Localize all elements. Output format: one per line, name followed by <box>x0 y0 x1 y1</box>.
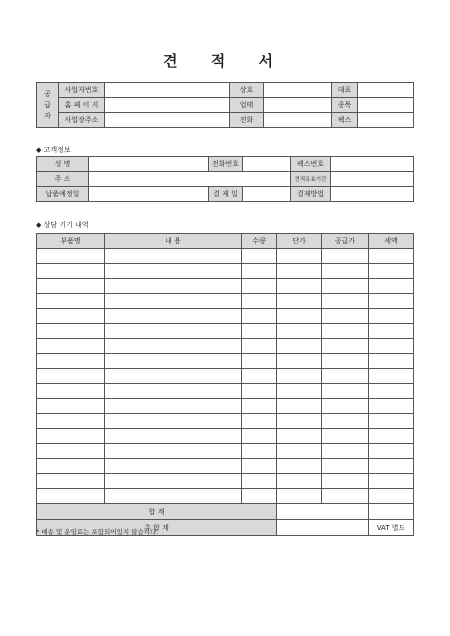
quantity-cell[interactable] <box>242 414 277 429</box>
header-unit-price: 단가 <box>277 234 322 249</box>
part-name-cell[interactable] <box>37 384 105 399</box>
unit-price-cell[interactable] <box>277 339 322 354</box>
quantity-cell[interactable] <box>242 459 277 474</box>
description-cell[interactable] <box>105 489 242 504</box>
business-number-field[interactable] <box>105 83 230 98</box>
business-number-label: 사업자번호 <box>59 83 105 98</box>
supply-price-cell[interactable] <box>322 354 369 369</box>
part-name-cell[interactable] <box>37 279 105 294</box>
total-value[interactable] <box>277 520 369 536</box>
table-row <box>37 249 414 264</box>
customer-name-label: 성 명 <box>37 157 89 172</box>
tax-cell[interactable] <box>369 264 414 279</box>
quantity-cell[interactable] <box>242 384 277 399</box>
description-cell[interactable] <box>105 474 242 489</box>
document-title: 견 적 서 <box>163 52 287 70</box>
table-row <box>37 429 414 444</box>
quantity-cell[interactable] <box>242 279 277 294</box>
part-name-cell[interactable] <box>37 264 105 279</box>
quantity-cell[interactable] <box>242 444 277 459</box>
delivery-date-field[interactable] <box>89 187 209 202</box>
quantity-cell[interactable] <box>242 429 277 444</box>
supply-price-cell[interactable] <box>322 384 369 399</box>
shipping-note: * 배송 및 운임료는 포함되어있지 않습니다. <box>36 528 159 536</box>
description-cell[interactable] <box>105 264 242 279</box>
table-row <box>37 444 414 459</box>
customer-phone-field[interactable] <box>243 157 291 172</box>
table-row <box>37 489 414 504</box>
validity-field[interactable] <box>331 172 414 187</box>
supply-price-cell[interactable] <box>322 339 369 354</box>
part-name-cell[interactable] <box>37 354 105 369</box>
phone-field[interactable] <box>264 113 332 128</box>
table-row <box>37 354 414 369</box>
quantity-cell[interactable] <box>242 249 277 264</box>
items-table <box>36 233 414 536</box>
unit-price-cell[interactable] <box>277 414 322 429</box>
table-row <box>37 369 414 384</box>
description-cell[interactable] <box>105 354 242 369</box>
customer-fax-label: 팩스번호 <box>291 157 331 172</box>
supply-price-cell[interactable] <box>322 369 369 384</box>
header-supply-price: 공급가 <box>322 234 369 249</box>
supply-price-cell[interactable] <box>322 264 369 279</box>
homepage-label: 홈 페 이 지 <box>59 98 105 113</box>
business-item-field[interactable] <box>358 98 414 113</box>
fax-label: 팩스 <box>332 113 358 128</box>
unit-price-cell[interactable] <box>277 444 322 459</box>
unit-price-cell[interactable] <box>277 264 322 279</box>
table-row <box>37 264 414 279</box>
table-row <box>37 309 414 324</box>
payment-date-label: 결 제 일 <box>209 187 243 202</box>
representative-field[interactable] <box>358 83 414 98</box>
supply-price-cell[interactable] <box>322 489 369 504</box>
supply-price-cell[interactable] <box>322 309 369 324</box>
supply-price-cell[interactable] <box>322 414 369 429</box>
unit-price-cell[interactable] <box>277 459 322 474</box>
table-row <box>37 399 414 414</box>
unit-price-cell[interactable] <box>277 429 322 444</box>
description-cell[interactable] <box>105 249 242 264</box>
supply-price-cell[interactable] <box>322 459 369 474</box>
table-row <box>37 474 414 489</box>
representative-label: 대표 <box>332 83 358 98</box>
description-cell[interactable] <box>105 444 242 459</box>
supplier-side-label: 공 급 자 <box>37 83 59 128</box>
tax-cell[interactable] <box>369 279 414 294</box>
unit-price-cell[interactable] <box>277 309 322 324</box>
header-tax: 세액 <box>369 234 414 249</box>
description-cell[interactable] <box>105 324 242 339</box>
subtotal-label: 합 계 <box>37 504 277 520</box>
quantity-cell[interactable] <box>242 324 277 339</box>
tax-cell[interactable] <box>369 309 414 324</box>
description-cell[interactable] <box>105 294 242 309</box>
fax-field[interactable] <box>358 113 414 128</box>
part-name-cell[interactable] <box>37 309 105 324</box>
tax-cell[interactable] <box>369 429 414 444</box>
description-cell[interactable] <box>105 279 242 294</box>
address-label: 사업장주소 <box>59 113 105 128</box>
unit-price-cell[interactable] <box>277 384 322 399</box>
part-name-cell[interactable] <box>37 294 105 309</box>
quantity-cell[interactable] <box>242 264 277 279</box>
tax-cell[interactable] <box>369 339 414 354</box>
part-name-cell[interactable] <box>37 489 105 504</box>
description-cell[interactable] <box>105 339 242 354</box>
payment-method-field[interactable] <box>331 187 414 202</box>
items-heading: ◆ 상담 기기 내역 <box>36 221 89 229</box>
description-cell[interactable] <box>105 414 242 429</box>
company-name-field[interactable] <box>264 83 332 98</box>
tax-cell[interactable] <box>369 384 414 399</box>
tax-cell[interactable] <box>369 354 414 369</box>
table-row <box>37 384 414 399</box>
supply-price-cell[interactable] <box>322 429 369 444</box>
validity-label: 견적유효기간 <box>291 172 331 187</box>
business-type-field[interactable] <box>264 98 332 113</box>
table-row <box>37 414 414 429</box>
quantity-cell[interactable] <box>242 369 277 384</box>
unit-price-cell[interactable] <box>277 354 322 369</box>
table-row <box>37 294 414 309</box>
customer-address-label: 주 소 <box>37 172 89 187</box>
unit-price-cell[interactable] <box>277 294 322 309</box>
delivery-date-label: 납품예정일 <box>37 187 89 202</box>
business-item-label: 종목 <box>332 98 358 113</box>
table-row <box>37 279 414 294</box>
supply-price-cell[interactable] <box>322 324 369 339</box>
quantity-cell[interactable] <box>242 354 277 369</box>
tax-cell[interactable] <box>369 489 414 504</box>
tax-cell[interactable] <box>369 444 414 459</box>
table-row <box>37 324 414 339</box>
part-name-cell[interactable] <box>37 324 105 339</box>
part-name-cell[interactable] <box>37 249 105 264</box>
part-name-cell[interactable] <box>37 369 105 384</box>
description-cell[interactable] <box>105 459 242 474</box>
unit-price-cell[interactable] <box>277 324 322 339</box>
part-name-cell[interactable] <box>37 339 105 354</box>
supplier-table <box>36 82 414 128</box>
unit-price-cell[interactable] <box>277 489 322 504</box>
subtotal-value[interactable] <box>277 504 369 520</box>
quantity-cell[interactable] <box>242 489 277 504</box>
customer-heading: ◆ 고객정보 <box>36 146 71 154</box>
supply-price-cell[interactable] <box>322 294 369 309</box>
quantity-cell[interactable] <box>242 474 277 489</box>
quantity-cell[interactable] <box>242 399 277 414</box>
unit-price-cell[interactable] <box>277 369 322 384</box>
tax-cell[interactable] <box>369 459 414 474</box>
total-label: 총 합 계 <box>37 520 277 536</box>
supply-price-cell[interactable] <box>322 279 369 294</box>
description-cell[interactable] <box>105 369 242 384</box>
supply-price-cell[interactable] <box>322 444 369 459</box>
payment-date-field[interactable] <box>243 187 291 202</box>
tax-cell[interactable] <box>369 294 414 309</box>
description-cell[interactable] <box>105 429 242 444</box>
customer-address-field[interactable] <box>89 172 291 187</box>
part-name-cell[interactable] <box>37 414 105 429</box>
customer-table <box>36 156 414 202</box>
payment-method-label: 결재방법 <box>291 187 331 202</box>
tax-cell[interactable] <box>369 414 414 429</box>
business-type-label: 업태 <box>230 98 264 113</box>
header-description: 내 용 <box>105 234 242 249</box>
subtotal-tax[interactable] <box>369 504 414 520</box>
unit-price-cell[interactable] <box>277 399 322 414</box>
description-cell[interactable] <box>105 309 242 324</box>
table-row <box>37 339 414 354</box>
header-part-name: 부품명 <box>37 234 105 249</box>
homepage-field[interactable] <box>105 98 230 113</box>
customer-name-field[interactable] <box>89 157 209 172</box>
vat-note: VAT 별도 <box>369 520 414 536</box>
tax-cell[interactable] <box>369 369 414 384</box>
company-name-label: 상호 <box>230 83 264 98</box>
address-field[interactable] <box>105 113 230 128</box>
unit-price-cell[interactable] <box>277 474 322 489</box>
part-name-cell[interactable] <box>37 444 105 459</box>
unit-price-cell[interactable] <box>277 279 322 294</box>
supply-price-cell[interactable] <box>322 249 369 264</box>
description-cell[interactable] <box>105 384 242 399</box>
phone-label: 전화 <box>230 113 264 128</box>
customer-fax-field[interactable] <box>331 157 414 172</box>
quantity-cell[interactable] <box>242 294 277 309</box>
header-quantity: 수량 <box>242 234 277 249</box>
table-row <box>37 459 414 474</box>
tax-cell[interactable] <box>369 249 414 264</box>
part-name-cell[interactable] <box>37 399 105 414</box>
tax-cell[interactable] <box>369 324 414 339</box>
quantity-cell[interactable] <box>242 309 277 324</box>
customer-phone-label: 전화번호 <box>209 157 243 172</box>
quantity-cell[interactable] <box>242 339 277 354</box>
tax-cell[interactable] <box>369 474 414 489</box>
part-name-cell[interactable] <box>37 429 105 444</box>
part-name-cell[interactable] <box>37 474 105 489</box>
part-name-cell[interactable] <box>37 459 105 474</box>
description-cell[interactable] <box>105 399 242 414</box>
tax-cell[interactable] <box>369 399 414 414</box>
unit-price-cell[interactable] <box>277 249 322 264</box>
supply-price-cell[interactable] <box>322 474 369 489</box>
supply-price-cell[interactable] <box>322 399 369 414</box>
